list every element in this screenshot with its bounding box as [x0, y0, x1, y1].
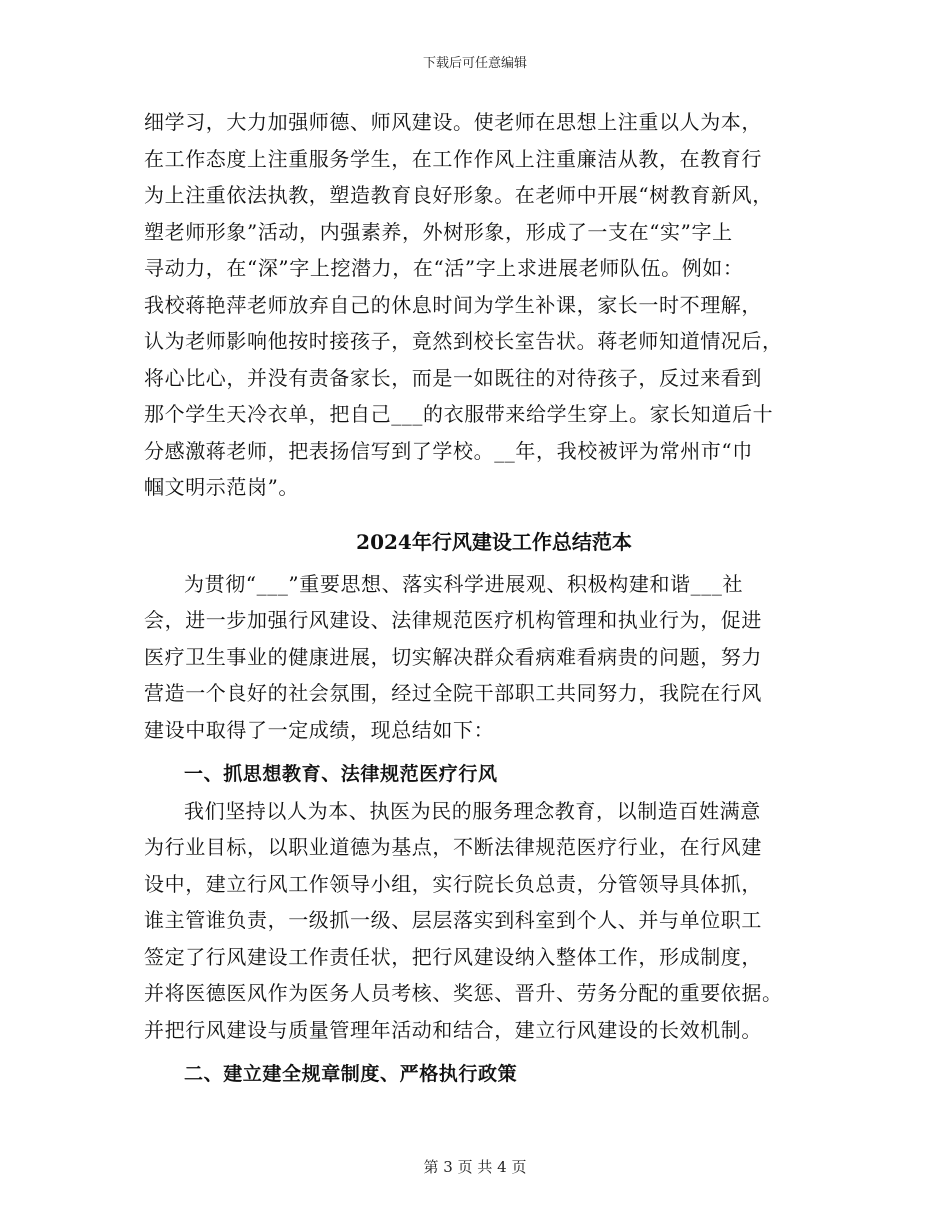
page-header-note: 下载后可任意编辑 — [422, 56, 527, 71]
text-line: 签定了行风建设工作责任状，把行风建设纳入整体工作，形成制度， — [144, 944, 762, 969]
text-line: 分感激蒋老师，把表扬信写到了学校。__年，我校被评为常州市“巾 — [144, 438, 753, 463]
text-line: 我们坚持以人为本、执医为民的服务理念教育，以制造百姓满意 — [184, 798, 761, 823]
text-line: 细学习，大力加强师德、师风建设。使老师在思想上注重以人为本， — [144, 110, 762, 134]
text-line: 为上注重依法执教，塑造教育良好形象。在老师中开展“树教育新风， — [144, 183, 773, 207]
section-heading-2: 二、建立建全规章制度、严格执行政策 — [184, 1063, 518, 1085]
text-line: 并将医德医风作为医务人员考核、奖惩、晋升、劳务分配的重要依据。 — [144, 981, 783, 1005]
text-line: 帼文明示范岗”。 — [144, 475, 300, 499]
text-line: 设中，建立行风工作领导小组，实行院长负总责，分管领导具体抓， — [144, 871, 762, 896]
text-line: 为贯彻“___”重要思想、落实科学进展观、积极构建和谐___社 — [184, 571, 744, 596]
document-title: 2024年行风建设工作总结范本 — [356, 529, 632, 554]
text-line: 将心比心，并没有责备家长，而是一如既往的对待孩子，反过来看到 — [144, 365, 762, 390]
text-line: 会，进一步加强行风建设、法律规范医疗机构管理和执业行为，促进 — [144, 608, 762, 632]
text-line: 在工作态度上注重服务学生，在工作作风上注重廉洁从教，在教育行 — [144, 146, 762, 171]
text-line: 那个学生天冷衣单，把自己___的衣服带来给学生穿上。家长知道后十 — [144, 402, 774, 426]
text-line: 寻动力，在“深”字上挖潜力，在“活”字上求进展老师队伍。例如： — [144, 256, 744, 280]
paragraph-continued — [144, 104, 844, 506]
page-number: 第 3 页 共 4 页 — [423, 1158, 527, 1176]
text-line: 建设中取得了一定成绩，现总结如下： — [144, 717, 495, 742]
text-line: 我校蒋艳萍老师放弃自己的休息时间为学生补课，家长一时不理解， — [144, 292, 762, 317]
text-line: 营造一个良好的社会氛围，经过全院干部职工共同努力，我院在行风 — [144, 681, 762, 705]
document-body — [144, 104, 844, 1093]
section-heading-1: 一、抓思想教育、法律规范医疗行风 — [184, 763, 498, 785]
text-line: 为行业目标，以职业道德为基点，不断法律规范医疗行业，在行风建 — [144, 835, 762, 859]
part1-paragraph — [144, 793, 844, 1049]
text-line: 认为老师影响他按时接孩子，竟然到校长室告状。蒋老师知道情况后， — [144, 329, 783, 353]
intro-paragraph — [144, 566, 844, 749]
text-line: 医疗卫生事业的健康进展，切实解决群众看病难看病贵的问题，努力 — [144, 644, 762, 669]
text-line: 并把行风建设与质量管理年活动和结合，建立行风建设的长效机制。 — [144, 1017, 762, 1042]
text-line: 谁主管谁负责，一级抓一级、层层落实到科室到个人、并与单位职工 — [144, 908, 762, 932]
text-line: 塑老师形象”活动，内强素养，外树形象，形成了一支在“实”字上 — [144, 219, 733, 244]
